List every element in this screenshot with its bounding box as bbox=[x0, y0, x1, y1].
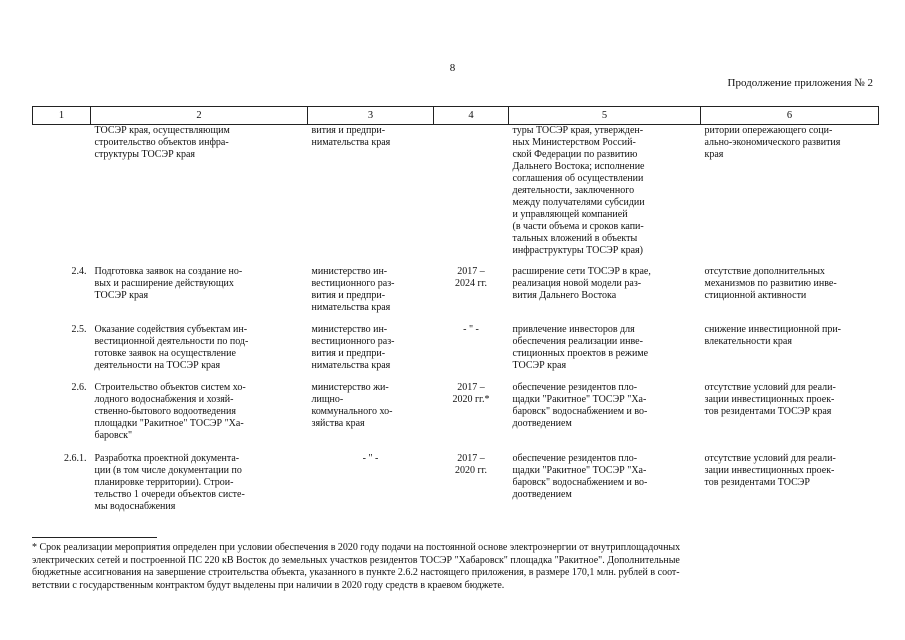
responsible-executor: министерство жи- лищно- коммунального хо- зяйства края bbox=[311, 381, 393, 429]
non-implementation-consequence: отсутствие условий для реали- зации инвестиционных проек- тов резидентами ТОСЭР края bbox=[704, 381, 836, 417]
responsible-executor: министерство ин- вестиционного раз- вития и предпри- нимательства края bbox=[311, 265, 395, 313]
continuation-heading: Продолжение приложения № 2 bbox=[727, 77, 873, 89]
activity-name: Оказание содействия субъектам ин- вестиционной деятельности по под- готовке заявок на осуществление деятельности на ТОСЭР края bbox=[94, 323, 249, 371]
activities-table bbox=[32, 106, 879, 519]
expected-result: обеспечение резидентов пло- щадки "Ракитное" ТОСЭР "Ха- баровск" водоснабжением и во- доотведением bbox=[512, 452, 648, 500]
footnote: * Срок реализации мероприятия определен при условии обеспечения в 2020 году подачи на постоянной основе электроэнергии от внутриплощадочных электрических сетей и построенной ПС 220 кВ Восток до земельных участков резидентов ТОСЭР "Хабаровск" площадка "Ракитное". Дополнительные бюджетные ассигнования на завершение строительства объекта, указанного в пункте 2.6.2 настоящего приложения, в размере 170,1 млн. рублей в соот- ветствии с государственным контрактом будут выделены при наличии в 2020 году средств в краевом бюджете. bbox=[32, 542, 681, 591]
non-implementation-consequence: отсутствие дополнительных механизмов по развитию инве- стиционной активности bbox=[704, 265, 837, 301]
expected-result: расширение сети ТОСЭР в крае, реализация новой модели раз- вития Дальнего Востока bbox=[512, 265, 651, 301]
row-number: 2.6. bbox=[71, 381, 87, 393]
activity-name: ТОСЭР края, осуществляющим строительство объектов инфра- структуры ТОСЭР края bbox=[94, 125, 230, 160]
footnote-divider bbox=[32, 537, 157, 538]
responsible-executor: вития и предпри- нимательства края bbox=[311, 125, 391, 148]
table-row bbox=[33, 266, 879, 324]
implementation-period: 2017 – 2020 гг. bbox=[454, 452, 488, 476]
responsible-executor: министерство ин- вестиционного раз- вития и предпри- нимательства края bbox=[311, 323, 395, 371]
table-row bbox=[33, 453, 879, 519]
column-header-4: 4 bbox=[434, 107, 509, 125]
column-header-5: 5 bbox=[509, 107, 701, 125]
table-row bbox=[33, 382, 879, 453]
activity-name: Подготовка заявок на создание но- вых и расширение действующих ТОСЭР края bbox=[94, 265, 243, 301]
responsible-executor: - " - bbox=[362, 452, 379, 464]
non-implementation-consequence: ритории опережающего соци- ально-экономического развития края bbox=[704, 125, 841, 160]
table-row bbox=[33, 125, 879, 266]
page-number: 8 bbox=[449, 62, 456, 74]
activity-name: Строительство объектов систем хо- лодного водоснабжения и хозяй- ственно-бытового водоотведения площадки "Ракитное" ТОСЭР "Ха- баровск" bbox=[94, 381, 246, 441]
row-number: 2.4. bbox=[71, 265, 87, 277]
implementation-period: - " - bbox=[463, 323, 479, 335]
column-header-1: 1 bbox=[33, 107, 91, 125]
implementation-period: 2017 – 2020 гг.* bbox=[452, 381, 490, 405]
expected-result: туры ТОСЭР края, утвержден- ных Министерством Россий- ской Федерации по развитию Дальнего Востока; исполнение соглашения об осуществлении деятельности, заключенного между получателями субсидии и управляющей компанией (в части объема и сроков капи- тальных вложений в объекты инфраструктуры ТОСЭР края) bbox=[512, 125, 645, 256]
table-row bbox=[33, 324, 879, 382]
row-number: 2.5. bbox=[71, 323, 87, 335]
activity-name: Разработка проектной документа- ции (в том числе документации по планировке территории). Строи- тельство 1 очереди объектов систе- мы водоснабжения bbox=[94, 452, 245, 512]
non-implementation-consequence: отсутствие условий для реали- зации инвестиционных проек- тов резидентами ТОСЭР bbox=[704, 452, 836, 488]
row-number bbox=[33, 125, 91, 266]
row-number: 2.6.1. bbox=[64, 452, 87, 464]
non-implementation-consequence: снижение инвестиционной при- влекательности края bbox=[704, 323, 842, 347]
implementation-period bbox=[434, 125, 509, 266]
column-header-3: 3 bbox=[308, 107, 434, 125]
expected-result: обеспечение резидентов пло- щадки "Ракитное" ТОСЭР "Ха- баровск" водоснабжением и во- доотведением bbox=[512, 381, 648, 429]
expected-result: привлечение инвесторов для обеспечения реализации инве- стиционных проектов в режиме ТОСЭР края bbox=[512, 323, 649, 371]
table-header-row bbox=[33, 107, 879, 125]
column-header-6: 6 bbox=[701, 107, 879, 125]
column-header-2: 2 bbox=[91, 107, 308, 125]
implementation-period: 2017 – 2024 гг. bbox=[454, 265, 488, 289]
